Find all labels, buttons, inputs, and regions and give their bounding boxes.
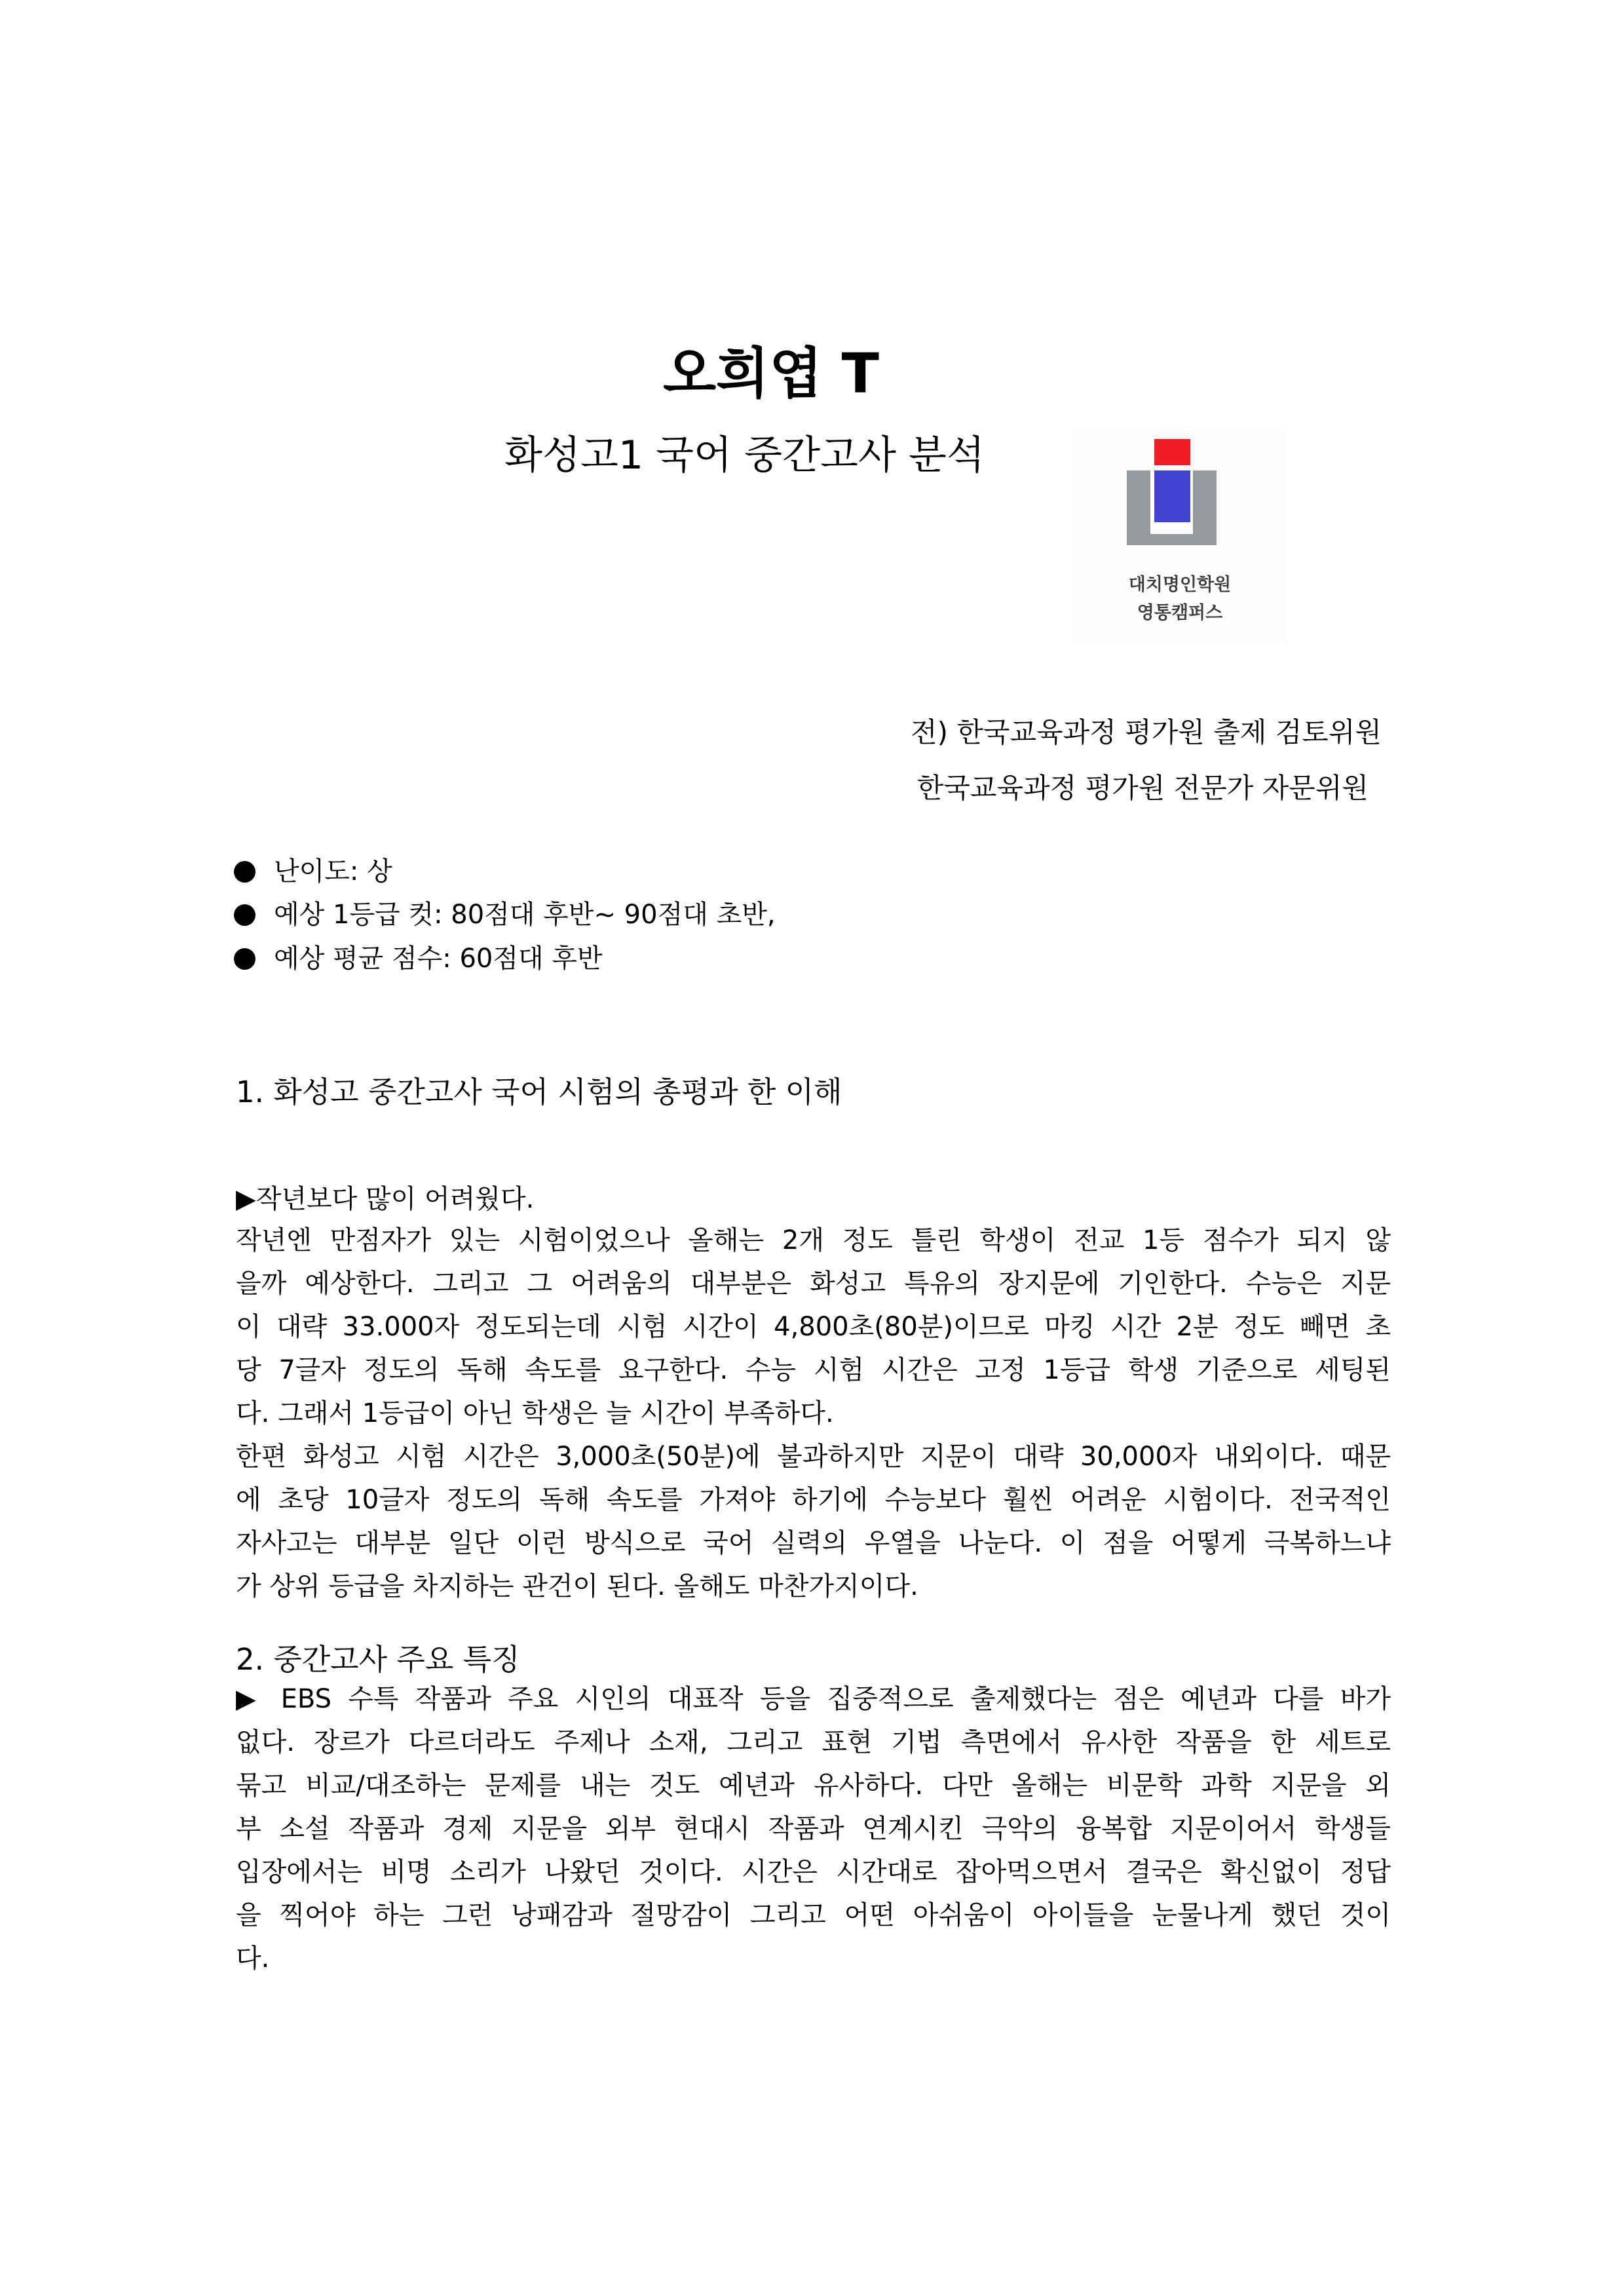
logo-campus-name: 영통캠퍼스 xyxy=(1137,603,1223,623)
page-subtitle: 화성고1 국어 중간고사 분석 xyxy=(504,432,985,478)
summary-text: 난이도: 상 xyxy=(274,856,392,887)
paragraph-line: 을까 예상한다. 그리고 그 어려움의 대부분은 화성고 특유의 장지문에 기인한다. 수능은 지문 xyxy=(236,1269,1391,1299)
author-credential: 한국교육과정 평가원 전문가 자문위원 xyxy=(916,772,1369,804)
logo-blue-block xyxy=(1154,470,1190,522)
paragraph-line: 다. 그래서 1등급이 아닌 학생은 늘 시간이 부족하다. xyxy=(236,1398,834,1428)
logo-academy-name: 대치명인학원 xyxy=(1128,575,1232,595)
filled-circle-icon xyxy=(234,904,255,926)
paragraph-line: 을 찍어야 하는 그런 낭패감과 절망감이 그리고 어떤 아쉬움이 아이들을 눈물나게 했던 것이 xyxy=(236,1900,1391,1930)
section-heading: 2. 중간고사 주요 특징 xyxy=(236,1642,520,1677)
paragraph-line: 다. xyxy=(236,1943,270,1974)
paragraph-line: 작년엔 만점자가 있는 시험이었으나 올해는 2개 정도 틀린 학생이 전교 1등 점수가 되지 않 xyxy=(236,1225,1391,1255)
logo-red-block xyxy=(1154,439,1190,465)
summary-text: 예상 평균 점수: 60점대 후반 xyxy=(274,944,603,974)
section-lead: ▶작년보다 많이 어려웠다. xyxy=(236,1184,535,1214)
paragraph-line: 당 7글자 정도의 독해 속도를 요구한다. 수능 시험 시간은 고정 1등급 학생 기준으로 세팅된 xyxy=(236,1355,1391,1385)
paragraph-line: 묶고 비교/대조하는 문제를 내는 것도 예년과 유사하다. 다만 올해는 비문학 과학 지문을 외 xyxy=(236,1770,1391,1801)
academy-logo xyxy=(1072,429,1287,642)
paragraph-line: 부 소설 작품과 경제 지문을 외부 현대시 작품과 연계시킨 극악의 융복합 지문이어서 학생들 xyxy=(236,1814,1391,1844)
author-credential: 전) 한국교육과정 평가원 출제 검토위원 xyxy=(911,716,1382,748)
summary-item-grade-cut xyxy=(234,897,776,932)
paragraph-line: 자사고는 대부분 일단 이런 방식으로 국어 실력의 우열을 나눈다. 이 점을 어떻게 극복하느냐 xyxy=(236,1528,1391,1558)
paragraph-line: ▶ EBS 수특 작품과 주요 시인의 대표작 등을 집중적으로 출제했다는 점은 예년과 다를 바가 xyxy=(236,1684,1391,1714)
paragraph-line: 에 초당 10글자 정도의 독해 속도를 가져야 하기에 수능보다 훨씬 어려운 시험이다. 전국적인 xyxy=(236,1485,1391,1515)
summary-text: 예상 1등급 컷: 80점대 후반~ 90점대 초반, xyxy=(274,900,776,930)
summary-item-difficulty xyxy=(234,854,392,889)
summary-item-average xyxy=(234,941,603,976)
paragraph-line: 가 상위 등급을 차지하는 관건이 된다. 올해도 마찬가지이다. xyxy=(236,1571,918,1601)
paragraph-line: 이 대략 33.000자 정도되는데 시험 시간이 4,800초(80분)이므로 마킹 시간 2분 정도 빼면 초 xyxy=(236,1312,1391,1342)
paragraph-line: 없다. 장르가 다르더라도 주제나 소재, 그리고 표현 기법 측면에서 유사한 작품을 한 세트로 xyxy=(236,1727,1391,1757)
section-heading: 1. 화성고 중간고사 국어 시험의 총평과 한 이해 xyxy=(236,1075,842,1109)
filled-circle-icon xyxy=(234,948,255,970)
paragraph-line: 한편 화성고 시험 시간은 3,000초(50분)에 불과하지만 지문이 대략 30,000자 내외이다. 때문 xyxy=(236,1442,1391,1472)
filled-circle-icon xyxy=(234,861,255,883)
page-title: 오희엽 T xyxy=(663,341,879,406)
paragraph-line: 입장에서는 비명 소리가 나왔던 것이다. 시간은 시간대로 잡아먹으면서 결국은 확신없이 정답 xyxy=(236,1857,1391,1887)
